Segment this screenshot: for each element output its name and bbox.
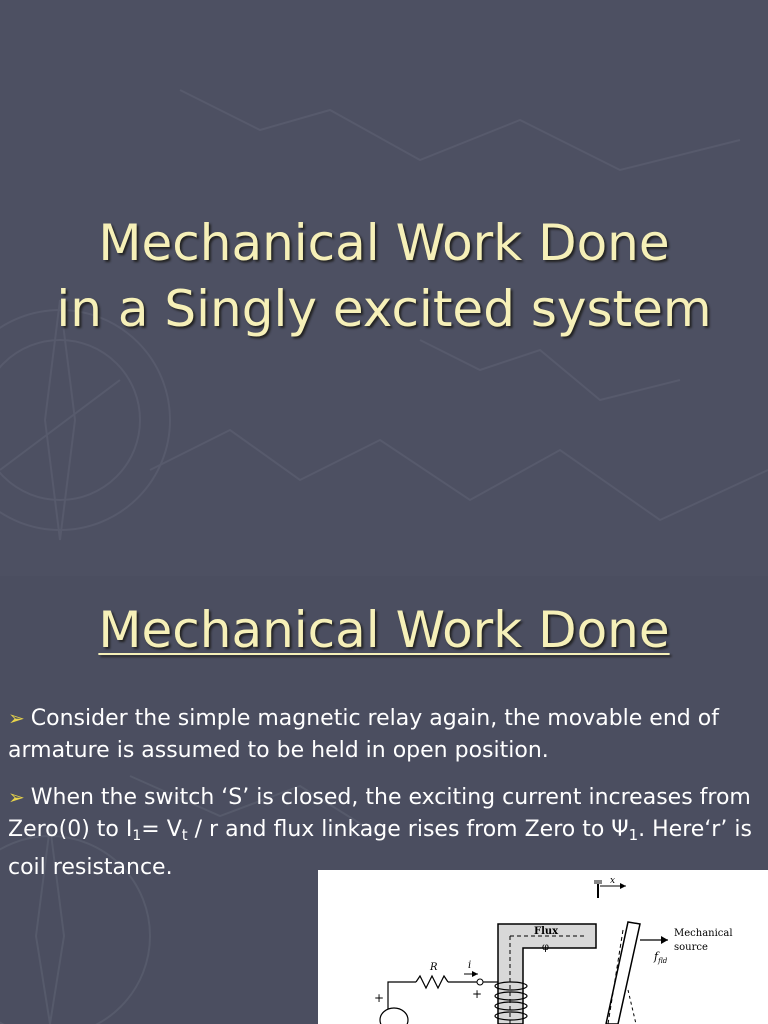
bullet-text-2b: = V	[141, 817, 182, 842]
bullet-text-2c: / r and flux linkage rises from Zero to Ψ	[187, 817, 629, 842]
subscript-1: 1	[132, 828, 142, 844]
bullet-text-2d: . Here‘r’ is coil resistance.	[8, 817, 752, 880]
resistor-label: R	[430, 962, 438, 973]
bullet-item-2	[8, 781, 753, 884]
subscript-psi: 1	[628, 826, 639, 844]
content-slide	[0, 576, 768, 1024]
bullet-list	[8, 702, 753, 898]
subscript-t: t	[181, 826, 188, 844]
phi-label: φ	[542, 942, 550, 953]
bullet-text-2a: When the switch ‘S’ is closed, the exciting current increases from Zero(0) to I	[8, 785, 751, 842]
plus-label-source: +	[374, 991, 385, 1005]
arrow-bullet-icon: ➢	[8, 785, 25, 809]
arrow-bullet-icon: ➢	[8, 706, 25, 730]
title-line-2: in a Singly excited system	[56, 280, 712, 338]
relay-diagram-drawing	[318, 870, 768, 1024]
plus-label-coil: +	[472, 987, 483, 1001]
force-label: $f_{fld}$	[654, 950, 668, 965]
bullet-text-1: Consider the simple magnetic relay again, the movable end of armature is assumed to be held in open position.	[8, 706, 719, 763]
mechanical-source-label-1: Mechanical	[674, 928, 733, 939]
flux-label: Flux	[534, 926, 559, 937]
current-label: i	[468, 960, 472, 971]
bullet-item-1	[8, 702, 753, 767]
title-line-1: Mechanical Work Done	[98, 214, 670, 272]
slide-title	[0, 210, 768, 342]
x-label: x	[610, 876, 616, 886]
mechanical-source-label-2: source	[674, 942, 708, 953]
slide-heading: Mechanical Work Done	[98, 601, 670, 659]
relay-diagram	[318, 870, 768, 1024]
